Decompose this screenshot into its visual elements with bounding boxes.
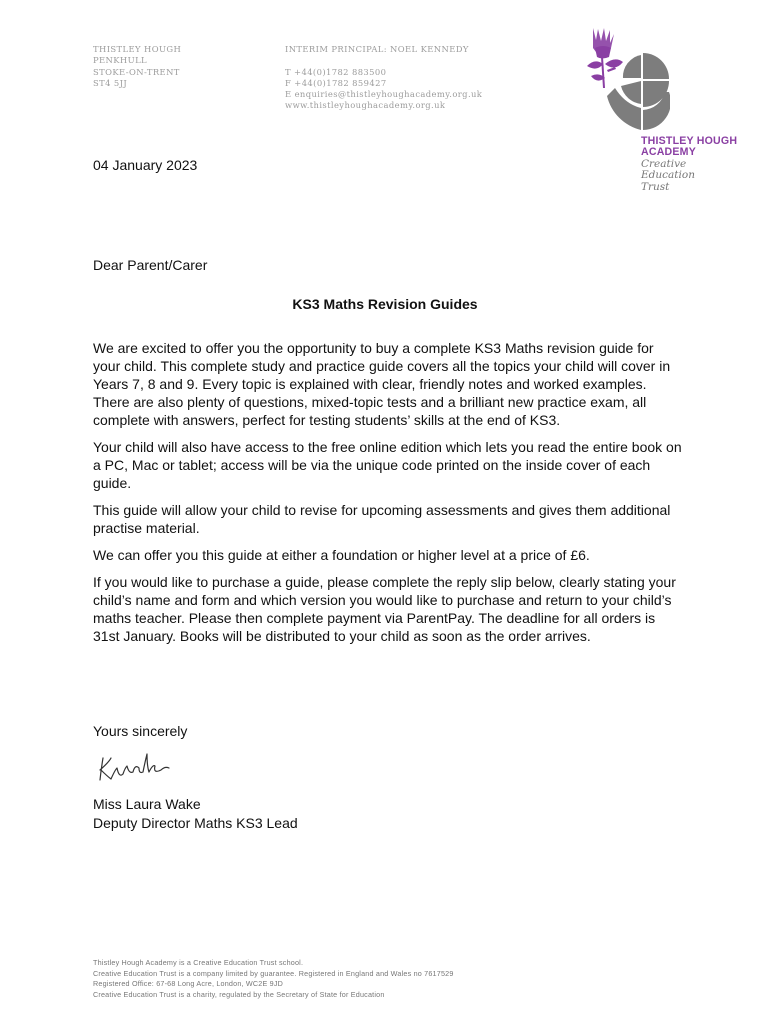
phone-line: T +44(0)1782 883500 [285,66,387,77]
logo-title-line: THISTLEY HOUGH [641,135,738,147]
school-address [93,44,181,89]
logo-title-line: ACADEMY [641,146,696,159]
letter-body [93,339,683,654]
logo-wordmark [641,136,737,193]
signer-title: Deputy Director Maths KS3 Lead [93,815,298,831]
address-line: THISTLEY HOUGH [93,44,182,54]
logo-sub-line: Creative [641,157,687,170]
body-paragraph: If you would like to purchase a guide, please complete the reply slip below, clearly stating your child’s name and form and which version you would like to purchase and return to your child’s maths teacher. Please then complete payment via ParentPay. The deadline for all orders is 31st January. Books will be distributed to your child as soon as the order arrives. [93,574,676,644]
logo-sub-line: Education [641,169,695,182]
principal-line: INTERIM PRINCIPAL: NOEL KENNEDY [285,44,469,54]
address-line: PENKHULL [93,55,148,66]
signer-block [93,795,298,833]
signer-name: Miss Laura Wake [93,796,201,812]
body-paragraph: Your child will also have access to the free online edition which lets you read the entire book on a PC, Mac or tablet; access will be via the unique code printed on the inside cover of each guide. [93,439,682,491]
closing: Yours sincerely [93,723,188,739]
footer-line: Registered Office: 67-68 Long Acre, London, WC2E 9JD [93,979,284,989]
body-paragraph: We can offer you this guide at either a foundation or higher level at a price of £6. [93,547,590,563]
address-line: ST4 5JJ [93,77,128,88]
salutation: Dear Parent/Carer [93,257,208,273]
thistle-logo-icon [585,26,670,134]
footer-line: Thistley Hough Academy is a Creative Education Trust school. [93,958,304,967]
address-line: STOKE-ON-TRENT [93,66,180,77]
logo-sub-line: Trust [641,180,670,193]
email-line: E enquiries@thistleyhoughacademy.org.uk [285,89,483,100]
body-paragraph: We are excited to offer you the opportunity to buy a complete KS3 Maths revision guide for your child. This complete study and practice guide covers all the topics your child will cover in Years 7, 8 and 9. Every topic is explained with clear, friendly notes and worked examples. There are also plenty of questions, mixed-topic tests and a brilliant new practice exam, all complete with answers, perfect for testing students’ skills at the end of KS3. [93,340,671,428]
footer-line: Creative Education Trust is a company limited by guarantee. Registered in England and Wales no 7617529 [93,968,454,978]
website-line: www.thistleyhoughacademy.org.uk [285,100,446,111]
letter-date: 04 January 2023 [93,157,198,173]
footer [93,958,454,1000]
letter-subject: KS3 Maths Revision Guides [292,296,478,312]
handwritten-signature [95,748,185,788]
contact-block [285,44,482,112]
fax-line: F +44(0)1782 859427 [285,77,387,88]
footer-line: Creative Education Trust is a charity, regulated by the Secretary of State for Education [93,989,385,999]
body-paragraph: This guide will allow your child to revise for upcoming assessments and gives them additional practise material. [93,502,671,536]
